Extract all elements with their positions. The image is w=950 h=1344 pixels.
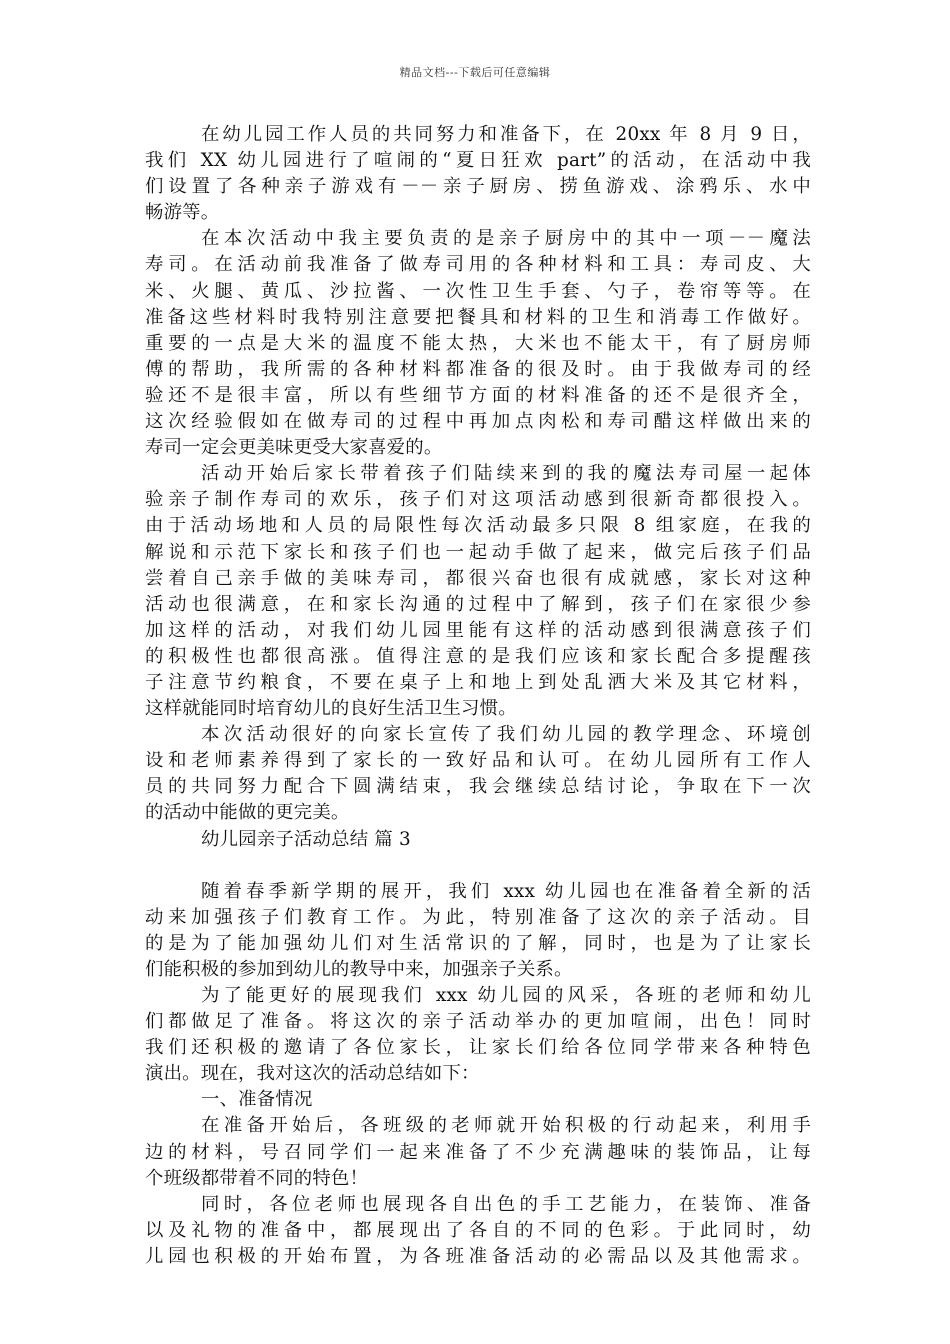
text-line: 畅游等。 xyxy=(145,202,220,224)
text-line: 为了能更好的展现我们 xxx 幼儿园的风采，各班的老师和幼儿 xyxy=(201,985,811,1006)
text-line: 们都做足了准备。将这次的亲子活动举办的更加喧闹，出色！同时 xyxy=(145,1011,811,1033)
text-line: 随着春季新学期的展开，我们 xxx 幼儿园也在准备着全新的活 xyxy=(201,880,811,902)
paragraph xyxy=(145,722,811,826)
text-line: 我们 XX 幼儿园进行了喧闹的“夏日狂欢 part”的活动，在活动中我 xyxy=(145,150,811,172)
text-line: 个班级都带着不同的特色！ xyxy=(145,1167,369,1189)
text-line: 这次经验假如在做寿司的过程中再加点肉松和寿司醋这样做出来的 xyxy=(145,411,811,433)
text-line: 验亲子制作寿司的欢乐，孩子们对这项活动感到很新奇都很投入。 xyxy=(145,489,811,511)
text-line: 设和老师素养得到了家长的一致好品和认可。在幼儿园所有工作人 xyxy=(145,750,811,772)
text-line: 子注意节约粮食，不要在桌子上和地上到处乱洒大米及其它材料， xyxy=(145,671,811,693)
text-line: 员的共同努力配合下圆满结束，我会继续总结讨论，争取在下一次 xyxy=(145,776,811,798)
paragraph xyxy=(145,461,811,722)
text-line: 寿司一定会更美味更受大家喜爱的。 xyxy=(145,437,443,459)
text-line: 在幼儿园工作人员的共同努力和准备下，在 20xx 年 8 月 9 日， xyxy=(201,124,811,145)
text-line: 米、火腿、黄瓜、沙拉酱、一次性卫生手套、勺子，卷帘等等。在 xyxy=(145,280,811,302)
text-line: 活动也很满意，在和家长沟通的过程中了解到，孩子们在家很少参 xyxy=(145,593,811,615)
text-line: 同时，各位老师也展现各自出色的手工艺能力，在装饰、准备 xyxy=(201,1193,811,1215)
text-line: 的活动中能做的更完美。 xyxy=(145,802,350,824)
subsection-heading xyxy=(145,1087,811,1113)
text-line: 尝着自己亲手做的美味寿司，都很兴奋也很有成就感，家长对这种 xyxy=(145,567,811,589)
paragraph xyxy=(145,879,811,983)
text-line: 活动开始后家长带着孩子们陆续来到的我的魔法寿司屋一起体 xyxy=(201,463,811,485)
text-line: 加这样的活动，对我们幼儿园里能有这样的活动感到很满意孩子们 xyxy=(145,619,811,641)
subsection-title: 一、准备情况 xyxy=(201,1089,313,1111)
paragraph xyxy=(145,226,811,461)
text-line: 重要的一点是大米的温度不能太热，大米也不能太干，有了厨房师 xyxy=(145,332,811,354)
section-heading xyxy=(145,827,811,853)
text-line: 的是为了能加强幼儿们对生活常识的了解，同时，也是为了让家长 xyxy=(145,932,811,954)
text-line: 傅的帮助，我所需的各种材料都准备的很及时。由于我做寿司的经 xyxy=(145,358,811,380)
section-title: 幼儿园亲子活动总结 篇 3 xyxy=(201,828,411,850)
text-line: 这样就能同时培育幼儿的良好生活卫生习惯。 xyxy=(145,698,517,720)
paragraph xyxy=(145,1113,811,1191)
text-line: 们设置了各种亲子游戏有－－亲子厨房、捞鱼游戏、涂鸦乐、水中 xyxy=(145,176,811,198)
text-line: 解说和示范下家长和孩子们也一起动手做了起来，做完后孩子们品 xyxy=(145,541,811,563)
text-line: 由于活动场地和人员的局限性每次活动最多只限 8 组家庭，在我的 xyxy=(145,515,811,537)
text-line: 在准备开始后，各班级的老师就开始积极的行动起来，利用手 xyxy=(201,1115,811,1137)
text-line: 寿司。在活动前我准备了做寿司用的各种材料和工具：寿司皮、大 xyxy=(145,254,811,276)
text-line: 们能积极的参加到幼儿的教导中来，加强亲子关系。 xyxy=(145,958,573,980)
text-line: 本次活动很好的向家长宣传了我们幼儿园的教学理念、环境创 xyxy=(201,724,811,746)
text-line: 在本次活动中我主要负责的是亲子厨房中的其中一项－－魔法 xyxy=(201,228,811,250)
text-line: 演出。现在，我对这次的活动总结如下： xyxy=(145,1063,480,1085)
text-line: 的积极性也都很高涨。值得注意的是我们应该和家长配合多提醒孩 xyxy=(145,645,811,667)
text-line: 准备这些材料时我特别注意要把餐具和材料的卫生和消毒工作做好。 xyxy=(145,306,811,328)
paragraph xyxy=(145,983,811,1087)
text-line: 儿园也积极的开始布置，为各班准备活动的必需品以及其他需求。 xyxy=(145,1245,811,1267)
paragraph xyxy=(145,1192,811,1270)
text-line: 边的材料，号召同学们一起来准备了不少充满趣味的装饰品，让每 xyxy=(145,1141,811,1163)
text-line: 我们还积极的邀请了各位家长，让家长们给各位同学带来各种特色 xyxy=(145,1037,811,1059)
text-line: 验还不是很丰富，所以有些细节方面的材料准备的还不是很齐全， xyxy=(145,384,811,406)
text-line: 动来加强孩子们教育工作。为此，特别准备了这次的亲子活动。目 xyxy=(145,906,811,928)
text-line: 以及礼物的准备中，都展现出了各自的不同的色彩。于此同时，幼 xyxy=(145,1219,811,1241)
page-header: 精品文档---下载后可任意编辑 xyxy=(399,66,551,79)
paragraph xyxy=(145,122,811,226)
blank-line xyxy=(145,853,811,879)
document-body xyxy=(145,122,811,1270)
